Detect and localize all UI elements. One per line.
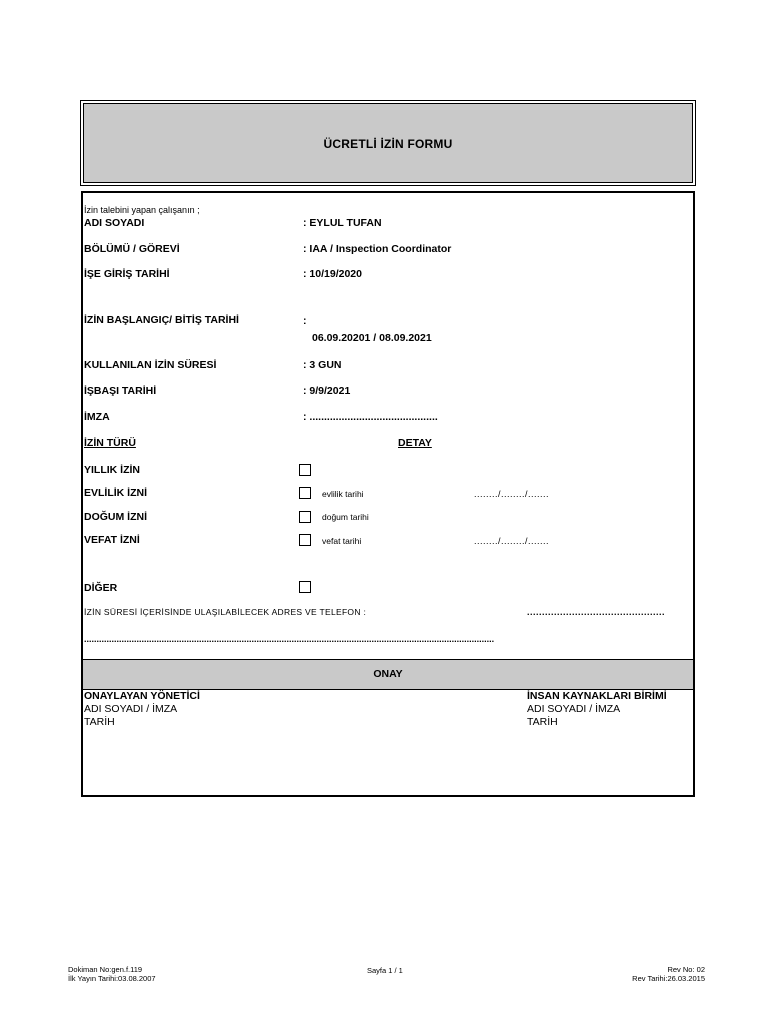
leave-type-heading: İZİN TÜRÜ: [84, 437, 136, 449]
marriage-date-field[interactable]: ......../......../.......: [474, 489, 550, 499]
dept-label: BÖLÜMÜ / GÖREVİ: [84, 243, 180, 255]
hr-date[interactable]: TARİH: [527, 716, 558, 728]
name-value[interactable]: : EYLUL TUFAN: [303, 217, 382, 229]
leave-dates-value[interactable]: 06.09.20201 / 08.09.2021: [312, 332, 432, 344]
hr-name-sign[interactable]: ADI SOYADI / İMZA: [527, 703, 621, 715]
form-header: [80, 100, 696, 186]
leave-dates-label: İZİN BAŞLANGIÇ/ BİTİŞ TARİHİ: [84, 314, 239, 326]
bereavement-date-field[interactable]: ......../......../.......: [474, 536, 550, 546]
approval-bar: [83, 659, 693, 690]
hr-signature-block: [527, 690, 667, 729]
bereavement-leave-checkbox[interactable]: [299, 534, 311, 546]
return-date-value[interactable]: : 9/9/2021: [303, 385, 351, 397]
header-fill: [83, 103, 693, 183]
page-number: Sayfa 1 / 1: [367, 966, 403, 975]
approval-title: ONAY: [373, 668, 403, 680]
form-title: ÜCRETLİ İZİN FORMU: [323, 137, 453, 151]
manager-signature-block: [84, 690, 200, 729]
manager-date[interactable]: TARİH: [84, 716, 115, 728]
manager-title: ONAYLAYAN YÖNETİCİ: [84, 690, 200, 702]
leave-type-other-label: DİĞER: [84, 582, 118, 594]
detail-heading: DETAY: [398, 437, 432, 449]
marriage-leave-checkbox[interactable]: [299, 487, 311, 499]
bereavement-date-label: vefat tarihi: [322, 536, 362, 546]
dept-value[interactable]: : IAA / Inspection Coordinator: [303, 243, 452, 255]
intro-text: İzin talebini yapan çalışanın ;: [84, 205, 200, 215]
start-date-value[interactable]: : 10/19/2020: [303, 268, 362, 280]
other-leave-checkbox[interactable]: [299, 581, 311, 593]
revision-number: Rev No: 02: [667, 965, 705, 974]
footer-right: [632, 966, 705, 983]
birth-date-label: doğum tarihi: [322, 512, 369, 522]
leave-type-marriage-label: EVLİLİK İZNİ: [84, 487, 147, 499]
marriage-date-label: evlilik tarihi: [322, 489, 364, 499]
duration-label: KULLANILAN İZİN SÜRESİ: [84, 359, 217, 371]
leave-type-annual-label: YILLIK İZİN: [84, 464, 140, 476]
doc-number: Dokiman No:gen.f.119: [68, 965, 143, 974]
start-date-label: İŞE GİRİŞ TARİHİ: [84, 268, 170, 280]
address-label: İZİN SÜRESİ İÇERİSİNDE ULAŞILABİLECEK ADRES VE TELEFON :: [84, 607, 367, 617]
duration-value[interactable]: : 3 GUN: [303, 359, 342, 371]
address-field-line[interactable]: ....................................................................................................................................................................: [84, 634, 495, 644]
return-date-label: İŞBAŞI TARİHİ: [84, 385, 157, 397]
address-field-right[interactable]: ..............................................: [527, 607, 666, 617]
footer-left: [68, 966, 156, 983]
birth-leave-checkbox[interactable]: [299, 511, 311, 523]
leave-dates-colon: :: [303, 315, 307, 327]
name-label: ADI SOYADI: [84, 217, 145, 229]
hr-title: İNSAN KAYNAKLARI BİRİMİ: [527, 690, 667, 702]
signature-label: İMZA: [84, 411, 110, 423]
manager-name-sign[interactable]: ADI SOYADI / İMZA: [84, 703, 178, 715]
annual-leave-checkbox[interactable]: [299, 464, 311, 476]
leave-type-birth-label: DOĞUM İZNİ: [84, 511, 147, 523]
leave-type-bereavement-label: VEFAT İZNİ: [84, 534, 140, 546]
revision-date: Rev Tarihi:26.03.2015: [632, 973, 705, 983]
first-publish-date: İlk Yayın Tarihi:03.08.2007: [68, 973, 156, 983]
signature-field[interactable]: : ............................................: [303, 411, 438, 423]
